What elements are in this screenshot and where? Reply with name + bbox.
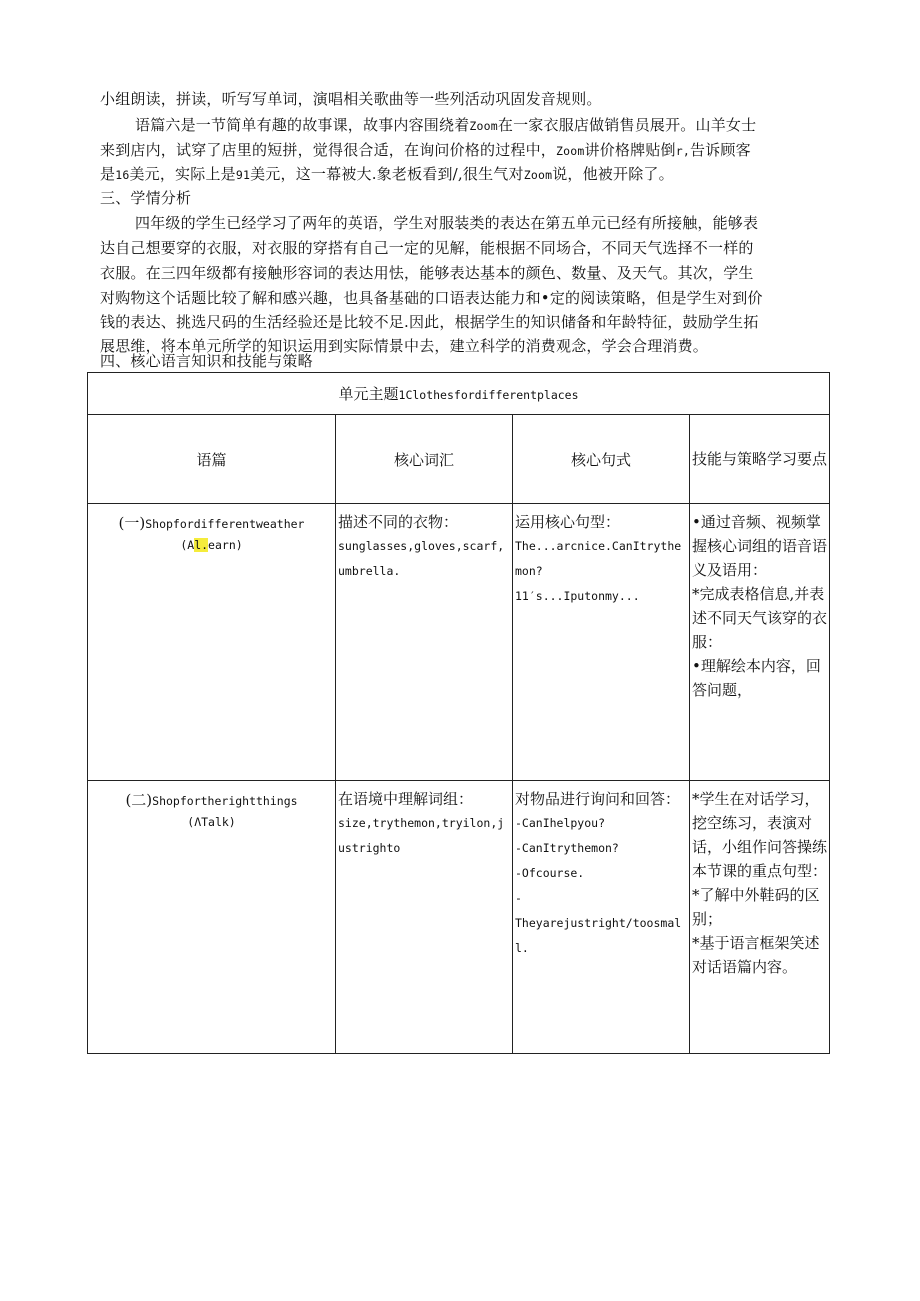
section-heading-4: 四、核心语言知识和技能与策略: [100, 352, 313, 370]
sentence-line: The...arcnice.CanItrythemon?: [515, 539, 682, 578]
text-span: 来到店内，试穿了店里的短拼，觉得很合适，在询问价格的过程中，: [100, 141, 557, 159]
zoom-name: Zoom: [523, 168, 553, 182]
sentence-cell: [513, 781, 690, 1054]
header-sentence: 核心句式: [513, 415, 690, 504]
vocab-cell: [336, 781, 513, 1054]
vocab-label: 描述不同的衣物：: [338, 513, 459, 531]
skill-point: •理解绘本内容，回答问题，: [692, 657, 821, 699]
header-vocab: 核心词汇: [336, 415, 513, 504]
lesson-cell: [88, 781, 336, 1054]
text-span: 美元，实际上是: [129, 165, 236, 183]
paragraph-line-1: 小组朗读，拼读，听写写单词，演唱相关歌曲等一些列活动巩固发音规则。: [100, 90, 602, 108]
sentence-label: 运用核心句型：: [515, 513, 621, 531]
core-language-table: [87, 372, 830, 1054]
skill-point: •通过音频、视频掌握核心词组的语音语义及语用：: [692, 513, 828, 579]
lesson-subtitle: (ΛTalk): [187, 815, 236, 829]
skill-point: *学生在对话学习，挖空练习，表演对话，小组作问答操练本节课的重点句型：: [692, 790, 828, 880]
zoom-name: Zoom: [556, 144, 585, 158]
skill-point: *基于语言框架笑述对话语篇内容。: [692, 934, 820, 976]
text-span: earn): [208, 538, 243, 552]
lesson-title-text: Shopfordifferentweather: [145, 517, 305, 531]
header-lesson: 语篇: [88, 415, 336, 504]
price-number: 16: [115, 168, 130, 182]
highlighted-text: l.: [194, 538, 209, 552]
skills-cell: [690, 504, 830, 781]
price-number: 91: [235, 168, 251, 182]
lesson-title: [88, 512, 335, 535]
analysis-line: 四年级的学生已经学习了两年的英语，学生对服装类的表达在第五单元已经有所接触，能够表: [135, 214, 759, 232]
lesson-subtitle: [88, 535, 335, 555]
lesson-title: [88, 789, 335, 812]
header-skills: 技能与策略学习要点: [690, 415, 830, 504]
vocab-label: 在语境中理解词组：: [338, 790, 474, 808]
text-span: 讲价格牌贴倒: [584, 141, 676, 159]
sentence-line: -Ofcourse.: [515, 866, 585, 880]
skills-cell: [690, 781, 830, 1054]
sentence-cell: [513, 504, 690, 781]
paragraph-line-3: [100, 139, 751, 162]
text-span: 语篇六是一节简单有趣的故事课，故事内容围绕着: [135, 116, 470, 134]
text-span: r,: [675, 144, 690, 158]
text-span: (A: [180, 538, 195, 552]
analysis-line: 钱的表达、挑选尺码的生活经验还是比较不足.因此，根据学生的知识储备和年龄特征，鼓励学生拓: [100, 313, 759, 331]
table-row: [88, 781, 830, 1054]
lesson-number: (一): [118, 514, 146, 532]
paragraph-line-4: [100, 163, 674, 186]
zoom-name: Zoom: [469, 119, 498, 133]
sentence-label: 对物品进行询问和回答：: [515, 790, 681, 808]
lesson-number: (二): [125, 791, 153, 809]
sentence-line: -: [515, 891, 522, 905]
skill-point: *了解中外鞋码的区别；: [692, 886, 820, 928]
text-span: 是: [100, 165, 116, 183]
vocab-cell: [336, 504, 513, 781]
unit-title-en: 1Clothesfordifferentplaces: [398, 388, 579, 402]
analysis-line: 对购物这个话题比较了解和感兴趣，也具备基础的口语表达能力和•定的阅读策略，但是学生对到价: [100, 289, 763, 307]
section-heading-3: 三、学情分析: [100, 189, 192, 207]
unit-title-cell: [88, 373, 830, 415]
lesson-cell: [88, 504, 336, 781]
vocab-words: sunglasses,gloves,scarf,umbrella.: [338, 539, 505, 578]
analysis-line: 达自己想要穿的衣服，对衣服的穿搭有自己一定的见解，能根据不同场合，不同天气选择不一样的: [100, 239, 754, 257]
analysis-line: 展思维，将本单元所学的知识运用到实际情景中去，建立科学的消费观念，学会合理消费。: [100, 337, 709, 355]
vocab-words: size,trythemon,tryilon,justrighto: [338, 816, 505, 855]
paragraph-line-2: [135, 114, 756, 137]
sentence-line: Theyarejustright/toosmall.: [515, 916, 682, 955]
analysis-line: 衣服。在三四年级都有接触形容词的表达用怯，能够表达基本的颜色、数量、及天气。其次，学生: [100, 264, 754, 282]
text-span: 说，他被开除了。: [552, 165, 674, 183]
lesson-title-text: Shopfortherightthings: [152, 794, 298, 808]
text-span: 在一家衣服店做销售员展开。山羊女士: [497, 116, 757, 134]
sentence-line: -CanIhelpyou?: [515, 816, 606, 830]
sentence-line: -CanItrythemon?: [515, 841, 619, 855]
sentence-line: 11′s...Iputonmy...: [515, 589, 640, 603]
text-span: 美元，这一幕被大.象老板看到/,很生气对: [250, 165, 524, 183]
table-row: [88, 504, 830, 781]
text-span: 告诉顾客: [689, 141, 751, 159]
skill-point: *完成表格信息,并表述不同天气该穿的衣服：: [692, 585, 828, 651]
unit-title-cn: 单元主题: [338, 385, 399, 403]
